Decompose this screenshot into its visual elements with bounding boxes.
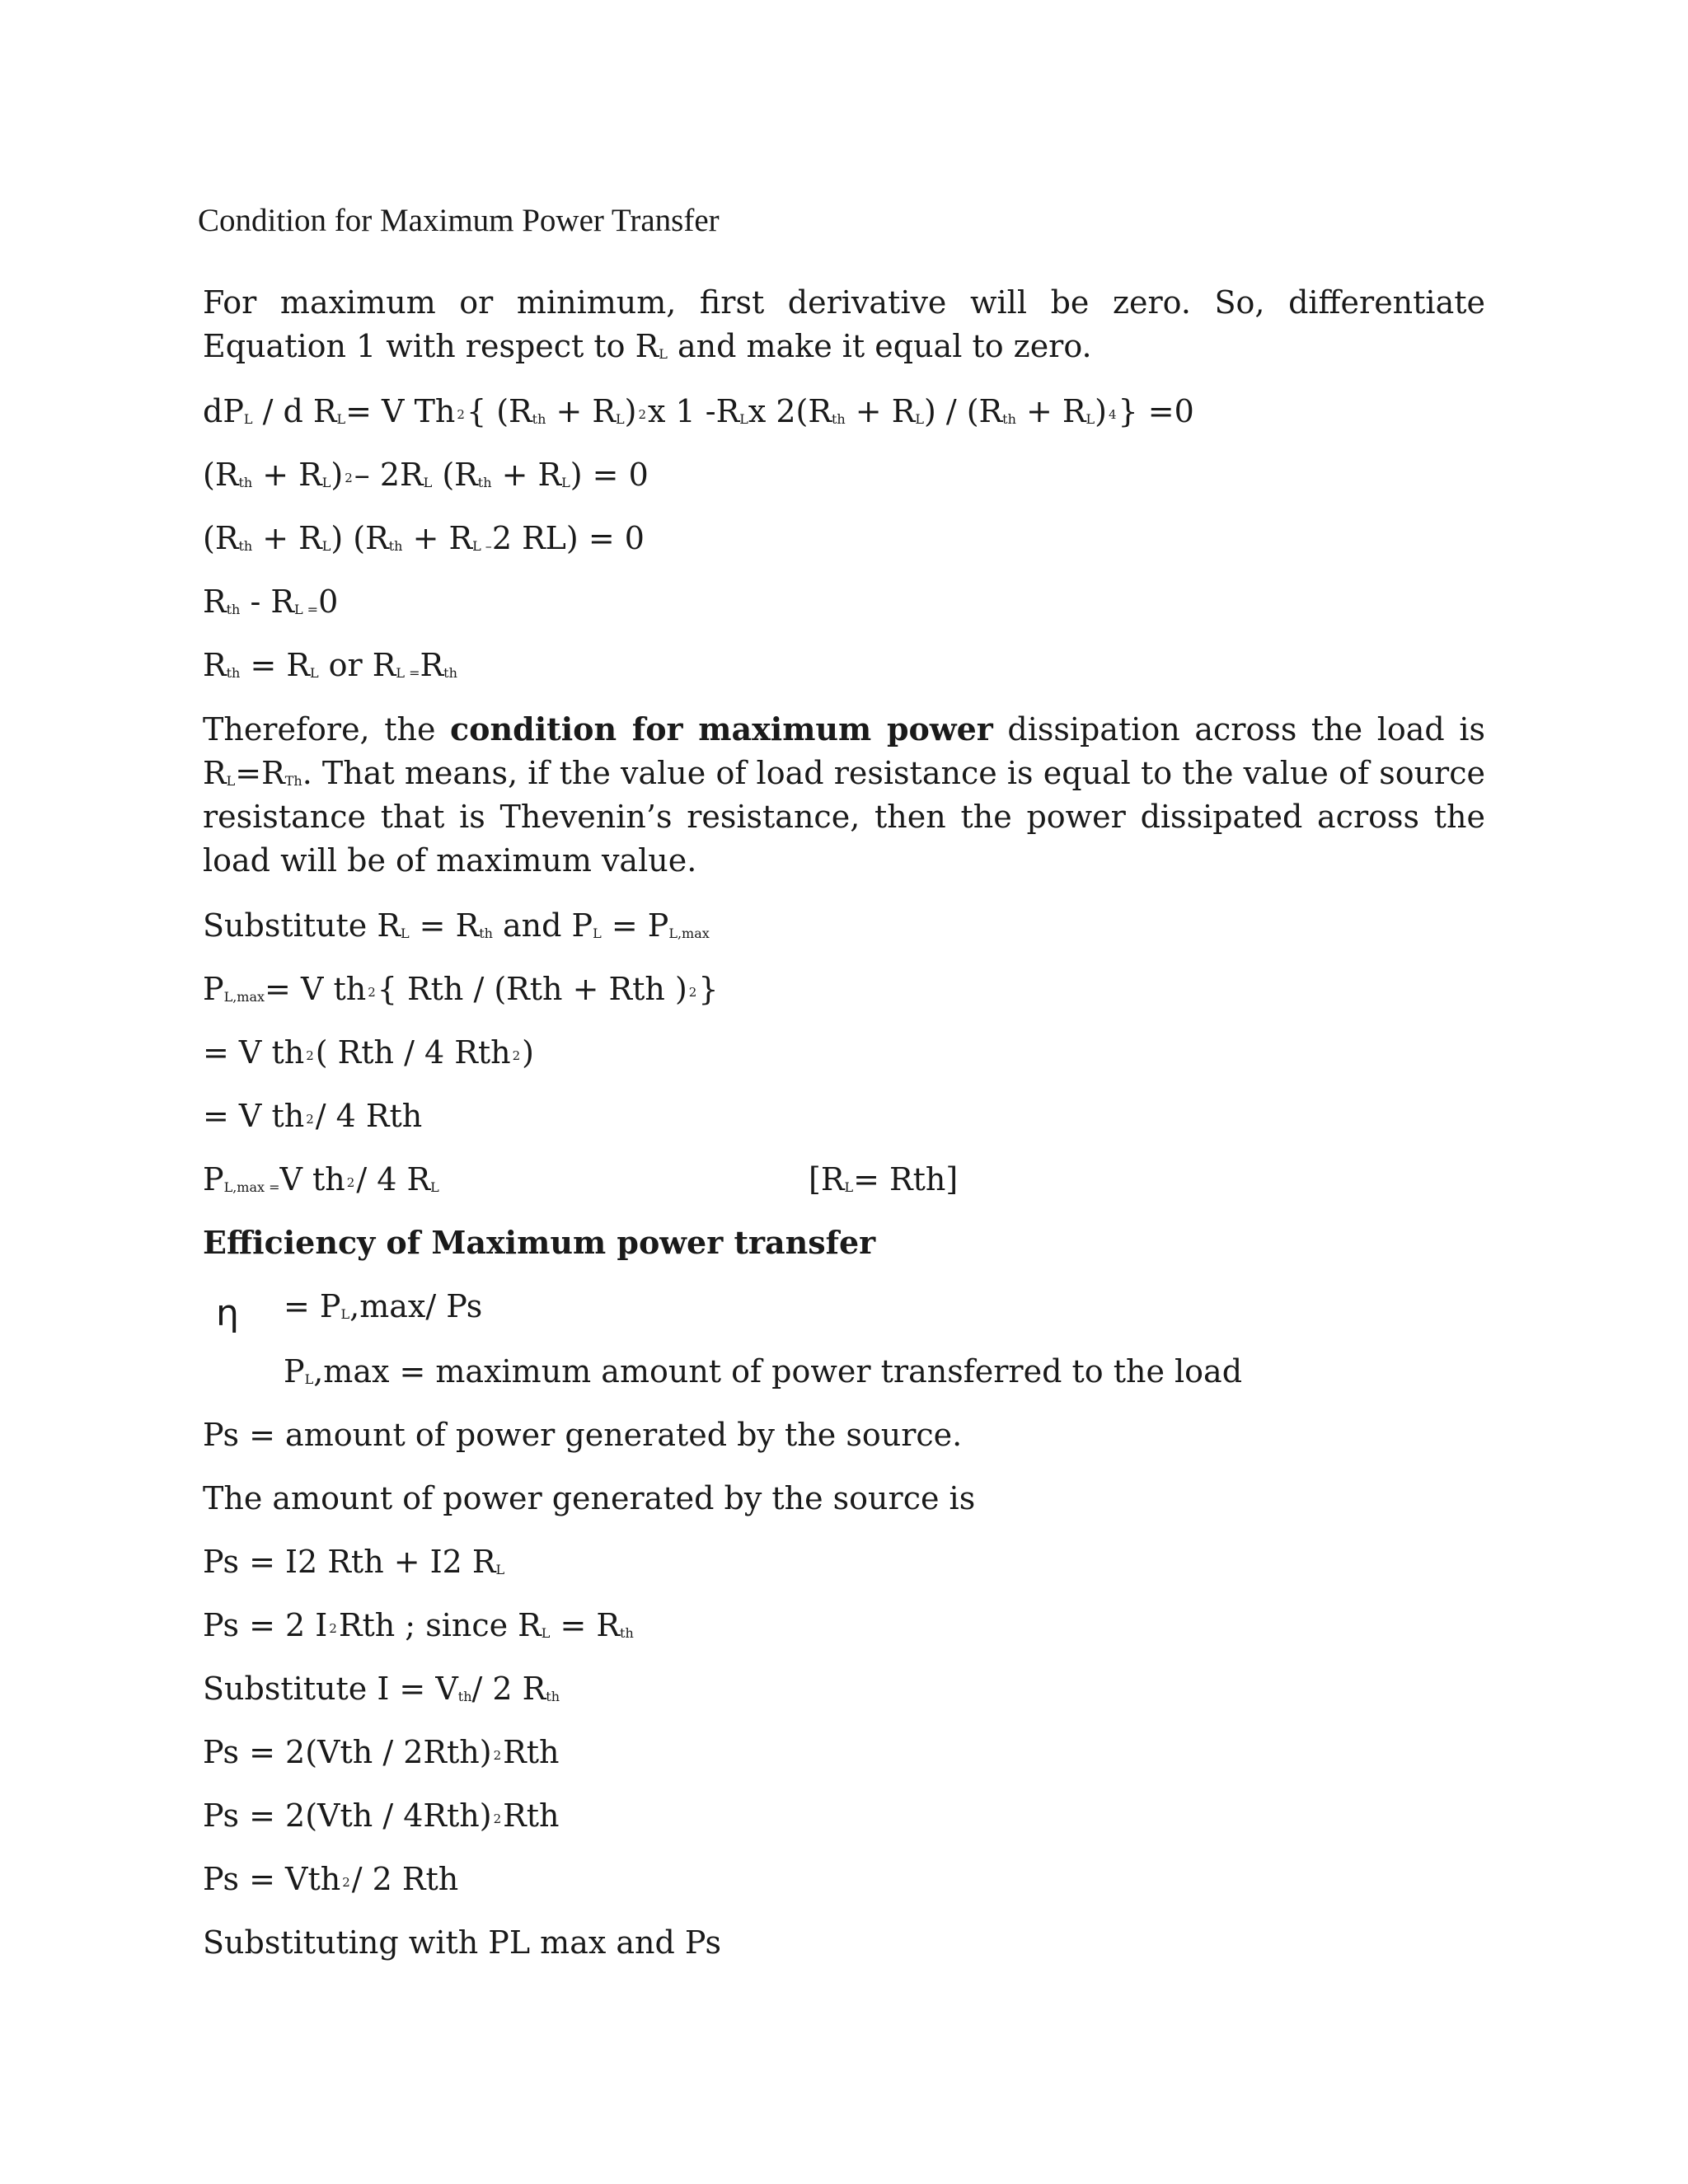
eq-part: (R	[203, 520, 239, 556]
ps-equation-4	[203, 1794, 559, 1837]
efficiency-equation	[284, 1285, 482, 1328]
eq-part: [R	[809, 1161, 845, 1197]
eq-sub: th	[226, 602, 241, 617]
eq-part: = V Th	[345, 393, 456, 429]
eq-part: { (R	[466, 393, 532, 429]
eq-part: Rth	[503, 1734, 560, 1770]
eq-part: ( Rth / 4 Rth	[315, 1034, 511, 1071]
eq-part: / 2 R	[471, 1671, 546, 1707]
efficiency-heading-text: Efficiency of Maximum power transfer	[203, 1224, 876, 1261]
eq-part: V th	[279, 1161, 345, 1197]
final-line: Substituting with PL max and Ps	[203, 1924, 721, 1961]
substitute-line	[203, 904, 710, 947]
ps-intro: The amount of power generated by the source is	[203, 1480, 976, 1516]
eq-part: Ps = 2(Vth / 2Rth)	[203, 1734, 492, 1770]
eq-part: – 2R	[354, 457, 424, 493]
eq-part: + R	[546, 393, 616, 429]
eq-part: / d R	[252, 393, 337, 429]
intro-text: For maximum or minimum, first derivative will be zero. So, differentiate Equation 1 with respect to R	[203, 284, 1485, 364]
equation-2	[203, 453, 649, 496]
eq-sub: th	[532, 411, 546, 427]
equation-4	[203, 580, 338, 623]
eq-part: Rth ; since R	[338, 1607, 542, 1643]
eq-sub: th	[443, 665, 457, 681]
eq-part: P	[284, 1353, 305, 1390]
conclusion-sub: L	[226, 773, 236, 789]
conclusion-text: Therefore, the	[203, 711, 451, 748]
eq-part: / 4 R	[356, 1161, 431, 1197]
eq-part: = V th	[203, 1098, 305, 1134]
eq-sub: L =	[293, 602, 319, 617]
eq-sub: th	[831, 411, 846, 427]
eq-sub: L	[1085, 411, 1095, 427]
eq-part: and P	[492, 907, 593, 944]
eq-sub: L	[321, 538, 331, 554]
eq-sub: th	[546, 1689, 560, 1704]
eq-sub: th	[479, 926, 493, 941]
eq-sub: L	[593, 926, 602, 941]
eq-sub: L	[739, 411, 748, 427]
eq-sub: L	[423, 475, 433, 490]
eq-part: = P	[601, 907, 669, 944]
eq-sub: L	[336, 411, 346, 427]
eq-sub: th	[226, 665, 241, 681]
ps-equation-3	[203, 1731, 559, 1774]
eq-part: R	[420, 647, 444, 683]
eq-sub: L =	[396, 665, 420, 681]
eq-sub: L,max =	[223, 1179, 280, 1195]
intro-subscript: L	[659, 346, 668, 362]
eq-part: )	[522, 1034, 534, 1071]
eq-part: ) (R	[331, 520, 389, 556]
eq-sub: L –	[472, 538, 492, 554]
eq-sub: th	[1002, 411, 1016, 427]
conclusion-paragraph	[203, 707, 1485, 883]
eq-part: R	[203, 647, 227, 683]
eq-part: = R	[550, 1607, 621, 1643]
eq-part: )	[1095, 393, 1107, 429]
conclusion-text: . That means, if the value of load resistance is equal to the value of source resistance that is Thevenin’s resistance, then the power dissipated across the load will be of maximum value.	[203, 755, 1485, 879]
eq-part: / 4 Rth	[315, 1098, 423, 1134]
eq-sub: L	[844, 1179, 854, 1195]
eq-part: } =0	[1118, 393, 1194, 429]
eq-part: Ps = 2 I	[203, 1607, 328, 1643]
eq-sup: 2	[688, 985, 697, 1000]
eq-part: or R	[318, 647, 396, 683]
eq-part: - R	[240, 583, 294, 620]
eq-part: { Rth / (Rth + Rth )	[377, 971, 687, 1007]
eq-part: Rth	[503, 1797, 560, 1834]
eq-part: x 2(R	[748, 393, 832, 429]
eq-sup: 2	[346, 1175, 355, 1190]
eq-sup: 2	[306, 1048, 314, 1063]
eq-part: = R	[240, 647, 310, 683]
condition-note	[809, 1158, 958, 1201]
eq-part: = V th	[203, 1034, 305, 1071]
eq-sub: th	[620, 1625, 634, 1641]
ps-equation-5	[203, 1858, 458, 1900]
eq-sup: 2	[345, 471, 353, 485]
conclusion-text: =R	[235, 755, 285, 791]
eq-sup: 2	[638, 407, 646, 422]
equation-pmax-1	[203, 968, 719, 1010]
eq-sub: L	[309, 665, 319, 681]
eq-sup: 4	[1108, 407, 1117, 422]
eq-part: R	[203, 583, 227, 620]
ps-equation-1	[203, 1540, 504, 1583]
eq-part: )	[624, 393, 637, 429]
pmax-definition	[284, 1350, 1242, 1393]
eq-part: P	[203, 971, 224, 1007]
eq-part: + R	[252, 457, 322, 493]
conclusion-bold: condition for maximum power	[450, 710, 993, 748]
eq-part: P	[203, 1161, 224, 1197]
eq-sub: th	[388, 538, 403, 554]
eq-sup: 2	[457, 407, 465, 422]
eq-sup: 2	[493, 1811, 502, 1826]
eq-sup: 2	[368, 985, 376, 1000]
eq-part: ) = 0	[570, 457, 649, 493]
eq-sup: 2	[512, 1048, 521, 1063]
eq-sup: 2	[342, 1875, 350, 1890]
eq-part: + R	[252, 520, 322, 556]
equation-3	[203, 517, 645, 560]
equation-pmax-3	[203, 1094, 422, 1137]
equation-derivative	[203, 390, 1194, 433]
eq-sub: L,max	[668, 926, 710, 941]
eq-sub: L	[400, 926, 410, 941]
eq-sup: 2	[329, 1621, 337, 1636]
eta-symbol: η	[216, 1292, 239, 1334]
equation-pmax-2	[203, 1031, 534, 1074]
page-title: Condition for Maximum Power Transfer	[198, 203, 720, 238]
eq-sub: L	[561, 475, 570, 490]
eq-part: Ps = I2 Rth + I2 R	[203, 1544, 496, 1580]
ps-equation-2	[203, 1604, 634, 1647]
eq-sub: L	[495, 1562, 505, 1577]
eq-part: + R	[491, 457, 562, 493]
eq-sub: L	[340, 1306, 350, 1322]
eq-sub: L	[304, 1371, 314, 1387]
efficiency-heading	[203, 1221, 875, 1264]
eq-part: + R	[845, 393, 916, 429]
equation-pmax-4	[203, 1158, 959, 1201]
intro-paragraph	[203, 281, 1485, 368]
eq-part: + R	[402, 520, 473, 556]
eq-sup: 2	[493, 1748, 502, 1763]
eq-sub: L	[321, 475, 331, 490]
eq-sub: L	[915, 411, 924, 427]
eq-part: Substitute R	[203, 907, 401, 944]
eq-part: 0	[318, 583, 339, 620]
intro-tail: and make it equal to zero.	[667, 328, 1092, 364]
eq-part: ) / (R	[923, 393, 1003, 429]
eq-part: ,max = maximum amount of power transferred to the load	[313, 1353, 1243, 1390]
eq-part: = P	[284, 1288, 341, 1324]
eq-part: ,max/ Ps	[349, 1288, 483, 1324]
eq-part: / 2 Rth	[351, 1861, 459, 1897]
eq-sub: th	[457, 1689, 472, 1704]
eq-sub: L	[430, 1179, 439, 1195]
eq-sub: L	[541, 1625, 551, 1641]
conclusion-sub: Th	[284, 773, 302, 789]
eq-sub: L	[616, 411, 625, 427]
eq-part: (R	[203, 457, 239, 493]
eq-sub: L,max	[223, 989, 265, 1005]
eq-sub: th	[477, 475, 492, 490]
eq-part: dP	[203, 393, 244, 429]
eq-part: Substitute I = V	[203, 1671, 458, 1707]
eq-part: 2 RL) = 0	[491, 520, 645, 556]
eq-part: (R	[432, 457, 478, 493]
eq-sub: L	[243, 411, 253, 427]
conclusion-text: dissipation across the load is R	[203, 711, 1485, 791]
eq-part: x 1 -R	[648, 393, 740, 429]
eq-part: = Rth]	[853, 1161, 959, 1197]
eq-part: = R	[409, 907, 480, 944]
eq-sub: th	[238, 475, 253, 490]
eq-part: Ps = Vth	[203, 1861, 341, 1897]
equation-5	[203, 644, 457, 687]
eq-part: + R	[1015, 393, 1086, 429]
eq-part: )	[331, 457, 344, 493]
eq-sub: th	[238, 538, 253, 554]
ps-definition: Ps = amount of power generated by the source.	[203, 1417, 963, 1453]
substitute-current	[203, 1667, 560, 1710]
eq-part: }	[698, 971, 719, 1007]
eq-sup: 2	[306, 1112, 314, 1127]
eq-part: = V th	[265, 971, 367, 1007]
eq-part: Ps = 2(Vth / 4Rth)	[203, 1797, 492, 1834]
